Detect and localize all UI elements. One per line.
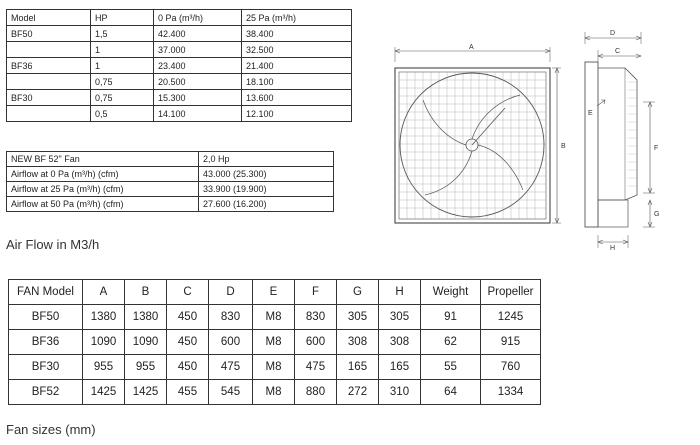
- cell: 880: [295, 380, 337, 405]
- spec-label: NEW BF 52" Fan: [7, 152, 199, 167]
- cell-hp: 0,75: [91, 90, 154, 106]
- cell: 450: [167, 305, 209, 330]
- cell: BF30: [9, 355, 83, 380]
- cell: 915: [481, 330, 541, 355]
- dimension-label-g: G: [654, 211, 660, 218]
- performance-table: [6, 9, 352, 122]
- cell: 600: [295, 330, 337, 355]
- spec-value: 43.000 (25.300): [199, 167, 334, 182]
- table-row: [9, 380, 541, 405]
- cell-25pa: 18.100: [242, 74, 352, 90]
- cell: BF50: [9, 305, 83, 330]
- spec-label: Airflow at 0 Pa (m³/h) (cfm): [7, 167, 199, 182]
- cell: 62: [421, 330, 481, 355]
- table-row: [9, 330, 541, 355]
- header-e: E: [253, 280, 295, 305]
- cell-model: BF30: [7, 90, 91, 106]
- cell-model: [7, 42, 91, 58]
- table-row: [9, 305, 541, 330]
- table-row: [7, 182, 334, 197]
- header-25pa: 25 Pa (m³/h): [242, 10, 352, 26]
- sizes-caption: Fan sizes (mm): [6, 422, 96, 437]
- cell: 955: [83, 355, 125, 380]
- dimension-label-a: A: [469, 44, 474, 51]
- cell-model: [7, 106, 91, 122]
- cell: 830: [295, 305, 337, 330]
- header-weight: Weight: [421, 280, 481, 305]
- cell: 55: [421, 355, 481, 380]
- cell: 308: [337, 330, 379, 355]
- table-row: [7, 74, 352, 90]
- header-propeller: Propeller: [481, 280, 541, 305]
- cell: 1334: [481, 380, 541, 405]
- cell-0pa: 37.000: [154, 42, 242, 58]
- table-row: [7, 26, 352, 42]
- header-b: B: [125, 280, 167, 305]
- cell: 450: [167, 330, 209, 355]
- front-view: [395, 47, 561, 223]
- cell: 760: [481, 355, 541, 380]
- table-row: [7, 90, 352, 106]
- cell-model: BF36: [7, 58, 91, 74]
- cell-25pa: 38.400: [242, 26, 352, 42]
- table-row: [9, 355, 541, 380]
- header-model: Model: [7, 10, 91, 26]
- header-h: H: [379, 280, 421, 305]
- cell-hp: 0,5: [91, 106, 154, 122]
- cell: M8: [253, 305, 295, 330]
- cell: 1380: [83, 305, 125, 330]
- cell-hp: 1: [91, 42, 154, 58]
- cell: 165: [379, 355, 421, 380]
- cell: BF36: [9, 330, 83, 355]
- cell: 1425: [125, 380, 167, 405]
- cell: M8: [253, 380, 295, 405]
- cell-model: [7, 74, 91, 90]
- cell: 830: [209, 305, 253, 330]
- header-d: D: [209, 280, 253, 305]
- spec-label: Airflow at 25 Pa (m³/h) (cfm): [7, 182, 199, 197]
- cell: 64: [421, 380, 481, 405]
- cell: 165: [337, 355, 379, 380]
- dimension-label-f: F: [654, 145, 659, 152]
- cell: 1245: [481, 305, 541, 330]
- side-view: [585, 32, 655, 248]
- spec-value: 33.900 (19.900): [199, 182, 334, 197]
- fan-sizes-table: [8, 279, 541, 405]
- cell: 1425: [83, 380, 125, 405]
- header-f: F: [295, 280, 337, 305]
- cell-0pa: 23.400: [154, 58, 242, 74]
- cell: BF52: [9, 380, 83, 405]
- header-fan-model: FAN Model: [9, 280, 83, 305]
- cell-0pa: 14.100: [154, 106, 242, 122]
- new-fan-spec-table: [6, 151, 334, 212]
- table-row: [7, 152, 334, 167]
- table-row: [7, 42, 352, 58]
- dimension-label-d: D: [610, 30, 616, 37]
- cell-hp: 0,75: [91, 74, 154, 90]
- cell: 272: [337, 380, 379, 405]
- fan-technical-drawing: [385, 20, 685, 255]
- airflow-caption: Air Flow in M3/h: [6, 237, 100, 252]
- cell: 600: [209, 330, 253, 355]
- cell-hp: 1: [91, 58, 154, 74]
- spec-value: 2,0 Hp: [199, 152, 334, 167]
- cell: 450: [167, 355, 209, 380]
- cell-25pa: 13.600: [242, 90, 352, 106]
- cell-25pa: 32.500: [242, 42, 352, 58]
- dimension-label-e: E: [588, 110, 593, 117]
- cell-hp: 1,5: [91, 26, 154, 42]
- cell: 308: [379, 330, 421, 355]
- cell-25pa: 21.400: [242, 58, 352, 74]
- cell: 1380: [125, 305, 167, 330]
- cell-0pa: 20.500: [154, 74, 242, 90]
- header-0pa: 0 Pa (m³/h): [154, 10, 242, 26]
- dimension-label-b: B: [561, 143, 566, 150]
- table-row: [7, 58, 352, 74]
- cell-25pa: 12.100: [242, 106, 352, 122]
- spec-label: Airflow at 50 Pa (m³/h) (cfm): [7, 197, 199, 212]
- cell: 545: [209, 380, 253, 405]
- performance-header-row: [7, 10, 352, 26]
- cell-0pa: 15.300: [154, 90, 242, 106]
- cell: 305: [379, 305, 421, 330]
- header-hp: HP: [91, 10, 154, 26]
- table-row: [7, 106, 352, 122]
- dimension-label-h: H: [610, 245, 616, 252]
- table-row: [7, 167, 334, 182]
- cell-0pa: 42.400: [154, 26, 242, 42]
- cell: 1090: [83, 330, 125, 355]
- header-g: G: [337, 280, 379, 305]
- table-row: [7, 197, 334, 212]
- sizes-header-row: [9, 280, 541, 305]
- dimension-label-c: C: [615, 48, 621, 55]
- cell: 1090: [125, 330, 167, 355]
- cell: 475: [209, 355, 253, 380]
- cell: 310: [379, 380, 421, 405]
- header-c: C: [167, 280, 209, 305]
- cell: 91: [421, 305, 481, 330]
- cell: 475: [295, 355, 337, 380]
- cell: 955: [125, 355, 167, 380]
- cell: 305: [337, 305, 379, 330]
- cell: M8: [253, 330, 295, 355]
- cell: M8: [253, 355, 295, 380]
- spec-value: 27.600 (16.200): [199, 197, 334, 212]
- cell: 455: [167, 380, 209, 405]
- cell-model: BF50: [7, 26, 91, 42]
- header-a: A: [83, 280, 125, 305]
